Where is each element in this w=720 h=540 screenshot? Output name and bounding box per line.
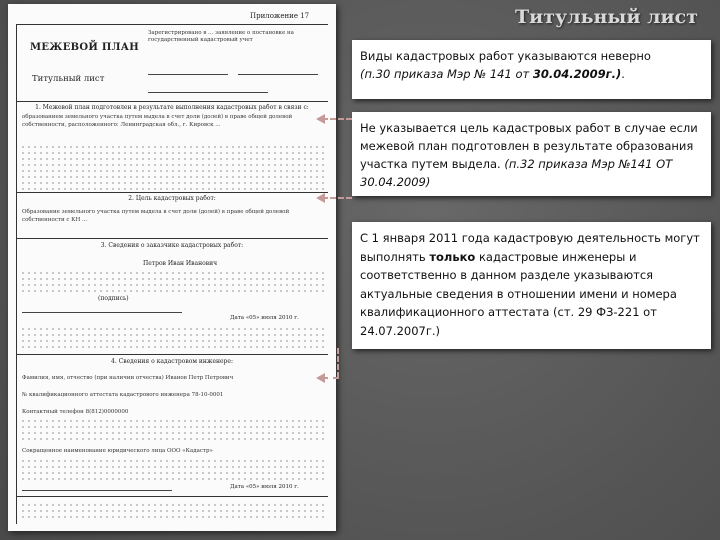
blank-lines: [20, 458, 324, 480]
header-note: Зарегистрировано в ... заявление о постановке на государственный кадастровый учет: [148, 30, 294, 43]
underline: [148, 92, 268, 93]
blank-lines: [20, 270, 324, 292]
underline: [238, 74, 318, 75]
blank-lines: [20, 502, 324, 520]
section-3-heading: 3. Сведения о заказчике кадастровых работ:: [100, 242, 244, 249]
engineer-name: Фамилия, имя, отчество (при наличии отчества) Иванов Петр Петрович: [22, 375, 234, 381]
callout-3-text-end: кадастровые инженеры и соответственно в данном разделе указываются актуальные сведения в отношении имени и номера квалификационного аттестата (ст. 29 ФЗ-221 от 24.07.2007г.): [360, 249, 677, 338]
connector-arrow: [322, 197, 352, 199]
callout-1-text: Виды кадастровых работ указываются неверно: [360, 49, 651, 63]
blank-lines: [20, 144, 324, 190]
connector-line: [337, 348, 339, 378]
connector-arrow: [322, 118, 352, 120]
callout-1-reference-date: 30.04.2009г.): [532, 67, 622, 81]
section-4-heading: 4. Сведения о кадастровом инженере:: [111, 358, 233, 365]
rule: [16, 192, 328, 193]
callout-cadastral-engineers: [352, 222, 711, 349]
engineer-date: Дата «05» июля 2010 г.: [230, 484, 299, 490]
arrow-head: [316, 114, 325, 124]
customer-signature: (подпись): [98, 295, 129, 302]
underline: [148, 74, 228, 75]
engineer-organization: Сокращенное наименование юридического лица ООО «Кадастр»: [22, 448, 213, 454]
sheet-label: Титульный лист: [32, 74, 105, 84]
mezhevoy-plan-title-sheet: [8, 4, 336, 531]
appendix-label: Приложение 17: [250, 12, 310, 20]
rule: [16, 354, 328, 355]
callout-3-text: С 1 января 2011 года кадастровую деятельность могут выполнять: [360, 231, 700, 264]
arrow-head: [316, 373, 325, 383]
rule: [16, 24, 328, 25]
callout-1-reference-end: .: [621, 67, 625, 81]
rule: [16, 496, 328, 497]
section-1-heading: 1. Межевой план подготовлен в результате выполнения кадастровых работ в связи с:: [35, 104, 309, 111]
section-1-text: образованием земельного участка путем выдела в счет доли (долей) в праве общей долевой собственности, расположенного: Ленинградская обл., г. Кировск ...: [22, 114, 293, 128]
callout-work-purpose: [352, 112, 711, 196]
section-2-heading: 2. Цель кадастровых работ:: [128, 195, 216, 202]
customer-name: Петров Иван Иванович: [143, 260, 218, 267]
rule: [16, 101, 328, 102]
callout-2-reference: (п.32 приказа Мэр №141 ОТ 30.04.2009): [360, 157, 673, 189]
underline: [22, 490, 172, 491]
blank-lines: [20, 326, 324, 350]
callout-3-emphasis: только: [429, 249, 476, 264]
arrow-head: [316, 193, 325, 203]
callout-work-types: [352, 40, 711, 99]
slide-title: Титульный лист: [515, 6, 698, 28]
blank-lines: [20, 418, 324, 444]
callout-1-reference: (п.30 приказа Мэр № 141 от: [360, 67, 533, 81]
section-2-text: Образование земельного участка путем выдела в счет доли (долей) в праве общей долевой собственности с КН ...: [22, 209, 290, 223]
plan-title: МЕЖЕВОЙ ПЛАН: [30, 42, 140, 53]
callout-2-text: Не указывается цель кадастровых работ в случае если межевой план подготовлен в результате образования участка путем выдела.: [360, 121, 698, 171]
engineer-phone: Контактный телефон 8(812)0000000: [22, 409, 129, 415]
underline: [22, 312, 182, 313]
engineer-certificate: № квалификационного аттестата кадастрового инженера 78-10-0001: [22, 392, 224, 398]
customer-date: Дата «05» июля 2010 г.: [230, 315, 299, 321]
rule: [16, 238, 328, 239]
